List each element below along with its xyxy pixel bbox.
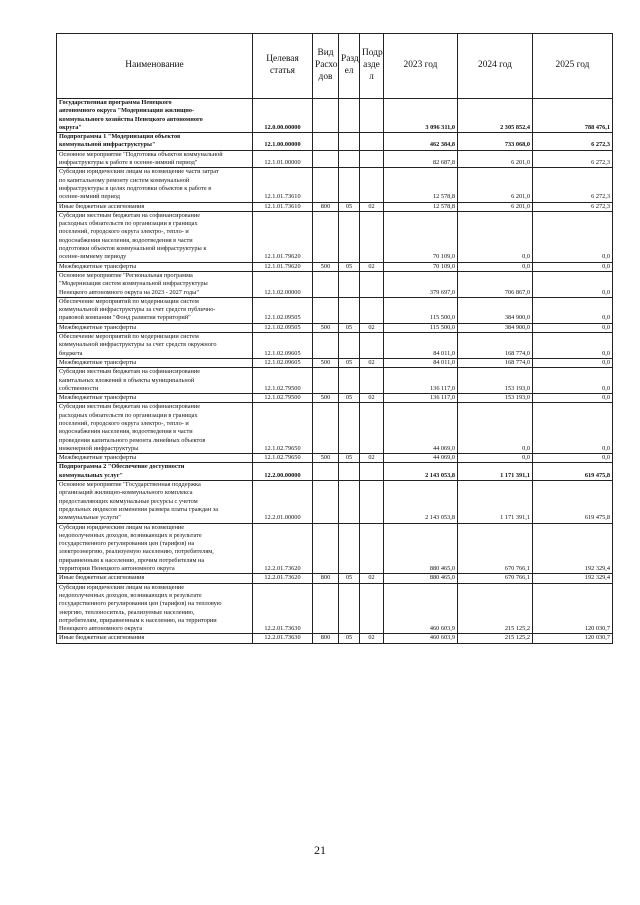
row-expense-type	[313, 583, 339, 634]
row-amount-2024: 0,0	[458, 262, 533, 271]
row-amount-2025: 120 030,7	[533, 583, 613, 634]
header-expense-type: Вид Расхо дов	[313, 34, 339, 99]
row-section	[339, 297, 360, 323]
row-subsection: 02	[360, 454, 384, 463]
row-target-article: 12.1.00.00000	[253, 133, 313, 151]
header-target-article: Целевая статья	[253, 34, 313, 99]
table-row	[57, 463, 613, 481]
row-amount-2025: 0,0	[533, 271, 613, 297]
row-section	[339, 403, 360, 454]
row-amount-2023: 2 143 053,8	[384, 481, 458, 523]
row-target-article: 12.2.01.73630	[253, 634, 313, 643]
row-name: Субсидии местным бюджетам на софинансирование капитальных вложений в объекты муниципальной собственности	[57, 368, 253, 394]
row-target-article: 12.1.02.09605	[253, 358, 313, 367]
row-amount-2024: 6 201,0	[458, 202, 533, 211]
row-name: Подпрограмма 2 "Обеспечение доступности коммунальных услуг"	[57, 463, 253, 481]
row-name: Межбюджетные трансферты	[57, 454, 253, 463]
row-subsection: 02	[360, 358, 384, 367]
row-subsection	[360, 297, 384, 323]
row-amount-2025: 0,0	[533, 403, 613, 454]
row-amount-2024: 168 774,0	[458, 333, 533, 359]
row-amount-2024: 153 193,0	[458, 394, 533, 403]
row-amount-2025: 0,0	[533, 323, 613, 332]
row-subsection	[360, 168, 384, 202]
row-expense-type	[313, 271, 339, 297]
header-year-2023: 2023 год	[384, 34, 458, 99]
row-amount-2024: 670 766,1	[458, 574, 533, 583]
row-expense-type: 800	[313, 634, 339, 643]
table-row	[57, 454, 613, 463]
row-target-article: 12.1.02.00000	[253, 271, 313, 297]
table-body	[57, 99, 613, 644]
row-target-article: 12.2.00.00000	[253, 463, 313, 481]
row-amount-2024: 0,0	[458, 454, 533, 463]
row-amount-2023: 44 069,0	[384, 454, 458, 463]
row-amount-2025: 120 030,7	[533, 634, 613, 643]
row-section	[339, 481, 360, 523]
row-expense-type	[313, 99, 339, 133]
table-row	[57, 394, 613, 403]
row-target-article: 12.0.00.00000	[253, 99, 313, 133]
row-amount-2023: 880 465,0	[384, 574, 458, 583]
row-amount-2023: 3 096 311,0	[384, 99, 458, 133]
table-row	[57, 574, 613, 583]
row-amount-2023: 44 069,0	[384, 403, 458, 454]
row-expense-type: 800	[313, 574, 339, 583]
table-row	[57, 168, 613, 202]
row-name: Субсидии местным бюджетам на софинансирование расходных обязательств по организации в границах поселений, городского округа электро-, тепло- и водоснабжения населения, водоотведения в части подготовки объектов коммунальной инфраструктуры к осенне-зимнему периоду	[57, 211, 253, 262]
row-target-article: 12.1.01.00000	[253, 150, 313, 168]
table-row	[57, 634, 613, 643]
row-section: 05	[339, 323, 360, 332]
row-target-article: 12.1.02.79650	[253, 403, 313, 454]
row-section	[339, 150, 360, 168]
row-subsection	[360, 99, 384, 133]
row-section	[339, 333, 360, 359]
row-amount-2025: 6 272,3	[533, 133, 613, 151]
row-subsection	[360, 133, 384, 151]
row-name: Межбюджетные трансферты	[57, 394, 253, 403]
row-subsection	[360, 583, 384, 634]
row-amount-2023: 70 109,0	[384, 211, 458, 262]
row-subsection	[360, 368, 384, 394]
row-expense-type	[313, 523, 339, 574]
table-row	[57, 297, 613, 323]
row-section: 05	[339, 262, 360, 271]
row-expense-type	[313, 481, 339, 523]
row-name: Обеспечение мероприятий по модернизации систем коммунальной инфраструктуры за счет средств окружного бюджета	[57, 333, 253, 359]
row-section: 05	[339, 574, 360, 583]
row-subsection: 02	[360, 202, 384, 211]
table-row	[57, 211, 613, 262]
row-subsection	[360, 211, 384, 262]
row-name: Иные бюджетные ассигнования	[57, 634, 253, 643]
row-expense-type: 500	[313, 323, 339, 332]
table-row	[57, 403, 613, 454]
row-subsection	[360, 463, 384, 481]
row-name: Обеспечение мероприятий по модернизации систем коммунальной инфраструктуры за счет средств публично- правовой компании "Фонд развития территорий"	[57, 297, 253, 323]
row-name: Основное мероприятие "Подготовка объектов коммунальной инфраструктуры к работе в осенне-зимний период"	[57, 150, 253, 168]
row-subsection	[360, 481, 384, 523]
row-amount-2023: 880 465,0	[384, 523, 458, 574]
row-expense-type: 500	[313, 394, 339, 403]
row-section: 05	[339, 634, 360, 643]
row-amount-2025: 619 475,8	[533, 463, 613, 481]
row-name: Подпрограмма 1 "Модернизация объектов коммунальной инфраструктуры"	[57, 133, 253, 151]
row-name: Государственная программа Ненецкого автономного округа "Модернизация жилищно- коммунального хозяйства Ненецкого автономного округа"	[57, 99, 253, 133]
table-row	[57, 262, 613, 271]
row-amount-2024: 384 900,0	[458, 323, 533, 332]
row-target-article: 12.1.02.79650	[253, 454, 313, 463]
row-target-article: 12.2.01.00000	[253, 481, 313, 523]
row-amount-2023: 2 143 053,8	[384, 463, 458, 481]
row-expense-type: 500	[313, 454, 339, 463]
row-expense-type	[313, 133, 339, 151]
row-section	[339, 168, 360, 202]
row-amount-2025: 0,0	[533, 297, 613, 323]
table-row	[57, 99, 613, 133]
page-number: 21	[314, 843, 326, 857]
table-row	[57, 323, 613, 332]
row-expense-type: 800	[313, 202, 339, 211]
row-subsection: 02	[360, 574, 384, 583]
row-amount-2023: 82 687,8	[384, 150, 458, 168]
row-subsection: 02	[360, 323, 384, 332]
row-expense-type	[313, 403, 339, 454]
row-section	[339, 133, 360, 151]
row-amount-2024: 153 193,0	[458, 368, 533, 394]
row-amount-2024: 6 201,0	[458, 168, 533, 202]
row-expense-type	[313, 150, 339, 168]
row-subsection	[360, 333, 384, 359]
table-row	[57, 271, 613, 297]
row-amount-2025: 6 272,3	[533, 168, 613, 202]
row-target-article: 12.2.01.73630	[253, 583, 313, 634]
row-amount-2023: 462 384,8	[384, 133, 458, 151]
row-expense-type	[313, 211, 339, 262]
row-amount-2023: 115 500,0	[384, 323, 458, 332]
row-name: Межбюджетные трансферты	[57, 323, 253, 332]
header-section: Разд ел	[339, 34, 360, 99]
row-section	[339, 463, 360, 481]
table-row	[57, 481, 613, 523]
table-header-row	[57, 34, 613, 99]
row-expense-type	[313, 168, 339, 202]
row-amount-2023: 70 109,0	[384, 262, 458, 271]
table-row	[57, 368, 613, 394]
row-amount-2024: 384 900,0	[458, 297, 533, 323]
row-section: 05	[339, 358, 360, 367]
row-amount-2025: 192 329,4	[533, 574, 613, 583]
row-target-article: 12.1.02.79500	[253, 368, 313, 394]
row-amount-2023: 12 578,8	[384, 202, 458, 211]
row-target-article: 12.2.01.73620	[253, 574, 313, 583]
row-amount-2023: 460 603,9	[384, 583, 458, 634]
table-row	[57, 583, 613, 634]
row-expense-type: 500	[313, 262, 339, 271]
row-amount-2024: 2 305 852,4	[458, 99, 533, 133]
row-section: 05	[339, 202, 360, 211]
row-section	[339, 271, 360, 297]
budget-table	[56, 33, 613, 644]
row-amount-2025: 0,0	[533, 211, 613, 262]
row-amount-2023: 136 117,0	[384, 368, 458, 394]
row-amount-2023: 12 578,8	[384, 168, 458, 202]
table-row	[57, 523, 613, 574]
row-amount-2024: 1 171 391,1	[458, 463, 533, 481]
header-year-2025: 2025 год	[533, 34, 613, 99]
row-section	[339, 211, 360, 262]
row-name: Субсидии юридическим лицам на возмещение недополученных доходов, возникающих в результате государственного регулирования цен (тарифов) на тепловую энергию, теплоноситель, реализуемые населению, потребителям, приравненным к населению, на территории Ненецкого автономного округа	[57, 583, 253, 634]
row-amount-2025: 0,0	[533, 358, 613, 367]
row-amount-2025: 0,0	[533, 262, 613, 271]
row-amount-2023: 84 011,0	[384, 333, 458, 359]
row-section	[339, 99, 360, 133]
row-amount-2023: 136 117,0	[384, 394, 458, 403]
row-amount-2024: 733 068,0	[458, 133, 533, 151]
row-section	[339, 368, 360, 394]
row-name: Основное мероприятие "Региональная программа "Модернизация систем коммунальной инфраструктуры Ненецкого автономного округа на 2023 - 2027 годы"	[57, 271, 253, 297]
row-name: Иные бюджетные ассигнования	[57, 574, 253, 583]
row-target-article: 12.1.02.09505	[253, 323, 313, 332]
row-amount-2025: 6 272,3	[533, 202, 613, 211]
row-subsection: 02	[360, 634, 384, 643]
row-amount-2023: 460 603,9	[384, 634, 458, 643]
row-name: Субсидии местным бюджетам на софинансирование расходных обязательств по организации в границах поселений, городского округа электро-, тепло- и водоснабжения населения, водоотведения в части проведения капитального ремонта линейных объектов инженерной инфраструктуры	[57, 403, 253, 454]
row-amount-2025: 6 272,3	[533, 150, 613, 168]
row-amount-2023: 379 697,0	[384, 271, 458, 297]
table-row	[57, 150, 613, 168]
row-name: Субсидии юридическим лицам на возмещение части затрат по капитальному ремонту систем коммунальной инфраструктуры в целях подготовки объектов к работе в осенне-зимний период	[57, 168, 253, 202]
row-name: Субсидии юридическим лицам на возмещение недополученных доходов, возникающих в результате государственного регулирования цен (тарифов) на электроэнергию, реализуемую населению, потребителям, приравненным к населению, прочим потребителям на территории Ненецкого автономного округа	[57, 523, 253, 574]
row-subsection	[360, 271, 384, 297]
row-amount-2023: 115 500,0	[384, 297, 458, 323]
row-name: Межбюджетные трансферты	[57, 262, 253, 271]
row-amount-2024: 1 171 391,1	[458, 481, 533, 523]
row-subsection: 02	[360, 262, 384, 271]
row-expense-type	[313, 368, 339, 394]
row-amount-2025: 0,0	[533, 394, 613, 403]
table-row	[57, 202, 613, 211]
row-target-article: 12.1.01.73610	[253, 168, 313, 202]
row-name: Межбюджетные трансферты	[57, 358, 253, 367]
table-row	[57, 333, 613, 359]
header-name: Наименование	[57, 34, 253, 99]
row-amount-2023: 84 011,0	[384, 358, 458, 367]
row-target-article: 12.1.02.09605	[253, 333, 313, 359]
header-subsection: Подр азде л	[360, 34, 384, 99]
row-amount-2024: 670 766,1	[458, 523, 533, 574]
row-amount-2025: 0,0	[533, 368, 613, 394]
row-amount-2024: 215 125,2	[458, 634, 533, 643]
row-target-article: 12.1.01.79620	[253, 211, 313, 262]
row-target-article: 12.1.01.73610	[253, 202, 313, 211]
row-target-article: 12.1.02.09505	[253, 297, 313, 323]
row-section	[339, 523, 360, 574]
row-amount-2024: 706 867,0	[458, 271, 533, 297]
row-subsection	[360, 523, 384, 574]
row-section: 05	[339, 394, 360, 403]
row-expense-type	[313, 297, 339, 323]
row-section: 05	[339, 454, 360, 463]
row-amount-2025: 619 475,8	[533, 481, 613, 523]
row-expense-type	[313, 333, 339, 359]
row-amount-2025: 0,0	[533, 333, 613, 359]
row-subsection: 02	[360, 394, 384, 403]
row-amount-2024: 168 774,0	[458, 358, 533, 367]
row-expense-type: 500	[313, 358, 339, 367]
row-target-article: 12.1.02.79500	[253, 394, 313, 403]
row-name: Иные бюджетные ассигнования	[57, 202, 253, 211]
header-year-2024: 2024 год	[458, 34, 533, 99]
table-row	[57, 358, 613, 367]
row-amount-2025: 788 476,1	[533, 99, 613, 133]
row-subsection	[360, 403, 384, 454]
row-section	[339, 583, 360, 634]
table-row	[57, 133, 613, 151]
row-amount-2024: 215 125,2	[458, 583, 533, 634]
row-name: Основное мероприятие "Государственная поддержка организаций жилищно-коммунального комплекса предоставляющих коммунальные ресурсы с учетом предельных индексов изменения размера платы граждан за коммунальные услуги"	[57, 481, 253, 523]
row-amount-2024: 0,0	[458, 403, 533, 454]
row-target-article: 12.1.01.79620	[253, 262, 313, 271]
row-expense-type	[313, 463, 339, 481]
row-amount-2024: 0,0	[458, 211, 533, 262]
row-amount-2025: 192 329,4	[533, 523, 613, 574]
row-subsection	[360, 150, 384, 168]
row-amount-2024: 6 201,0	[458, 150, 533, 168]
row-target-article: 12.2.01.73620	[253, 523, 313, 574]
row-amount-2025: 0,0	[533, 454, 613, 463]
